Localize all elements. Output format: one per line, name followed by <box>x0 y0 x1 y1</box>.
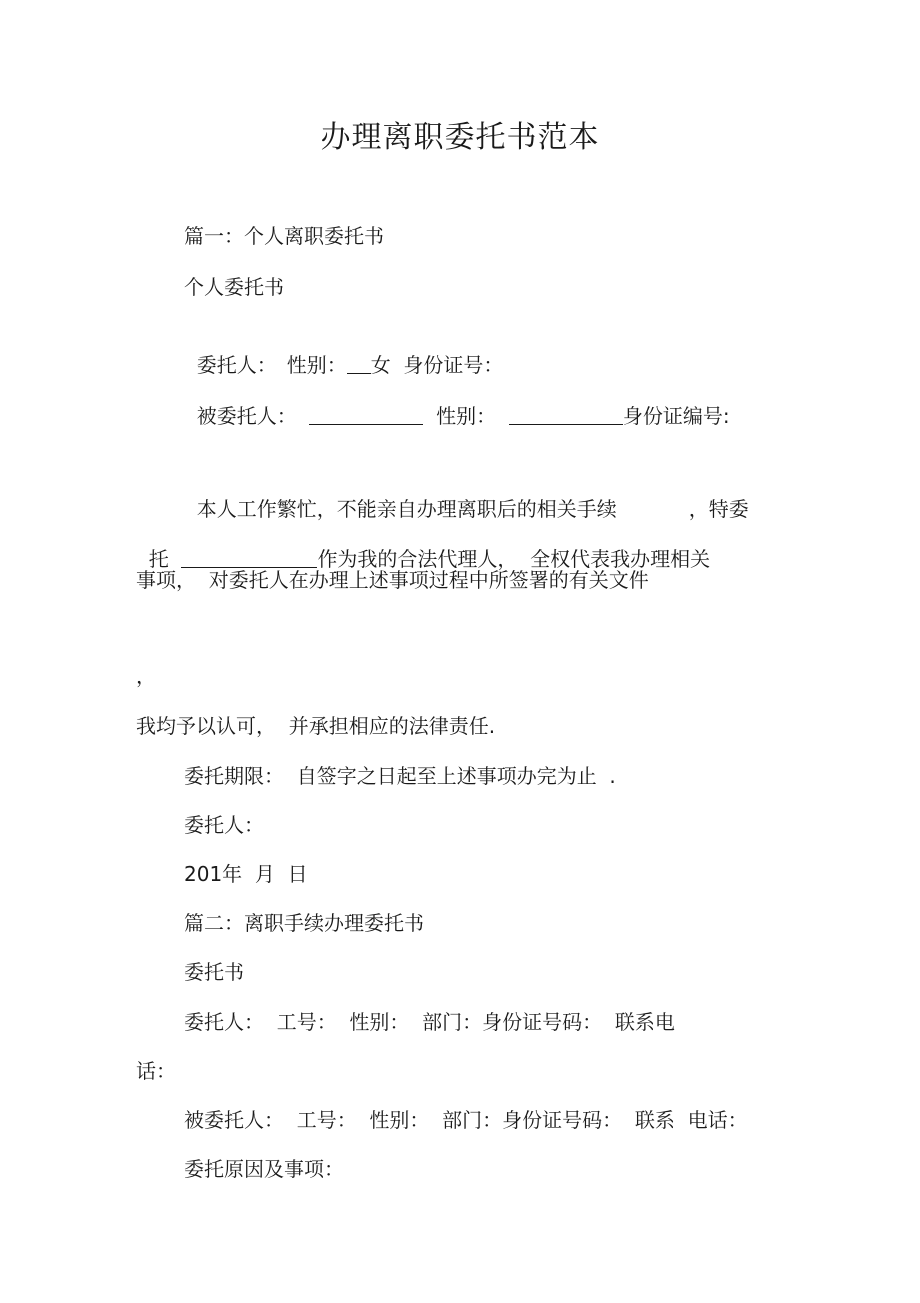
subheading-authorization: 委托书 <box>184 960 244 984</box>
authorization-reason-label: 委托原因及事项： <box>184 1157 344 1181</box>
date-line: 201年 月 日 <box>184 862 308 886</box>
principal-details-line: 委托人： 工号： 性别： 部门：身份证号码： 联系电 <box>184 1010 675 1034</box>
agent-id-label: 身份证编号: <box>622 404 730 428</box>
section-heading-1: 篇一：个人离职委托书 <box>184 224 384 248</box>
document-title: 办理离职委托书范本 <box>320 120 600 155</box>
body-line-4: 我均予以认可， 并承担相应的法律责任. <box>136 714 496 738</box>
agent-details-line: 被委托人： 工号： 性别： 部门：身份证号码： 联系 电话： <box>184 1108 748 1132</box>
agent-label: 被委托人： <box>196 404 310 428</box>
principal-signature-label: 委托人： <box>184 813 264 837</box>
subheading-personal-authorization: 个人委托书 <box>184 275 284 299</box>
gender-id-label: 女 身份证号： <box>370 353 504 377</box>
body-line-1 <box>184 467 749 523</box>
agent-gender-label: 性别： <box>423 404 509 428</box>
body-line-3: 事项， 对委托人在办理上述事项过程中所签署的有关文件 <box>136 568 649 592</box>
body-comma: ， <box>136 664 156 688</box>
body-text-1b: ，特委 <box>688 497 749 521</box>
section-heading-2: 篇二：离职手续办理委托书 <box>184 911 424 935</box>
agent-info-line <box>184 374 730 430</box>
agent-gender-blank <box>509 423 623 425</box>
principal-info-line <box>184 323 503 379</box>
body-line-2 <box>136 517 710 573</box>
authorization-period: 委托期限： 自签字之日起至上述事项办完为止 . <box>184 764 616 788</box>
body-text-2a: 托 <box>148 547 182 571</box>
principal-details-continued: 话： <box>136 1059 176 1083</box>
agent-name-blank <box>309 423 423 425</box>
principal-label: 委托人： 性别： <box>196 353 347 377</box>
body-text-1a: 本人工作繁忙，不能亲自办理离职后的相关手续 <box>196 497 617 521</box>
body-text-2b: 作为我的合法代理人， 全权代表我办理相关 <box>317 547 711 571</box>
